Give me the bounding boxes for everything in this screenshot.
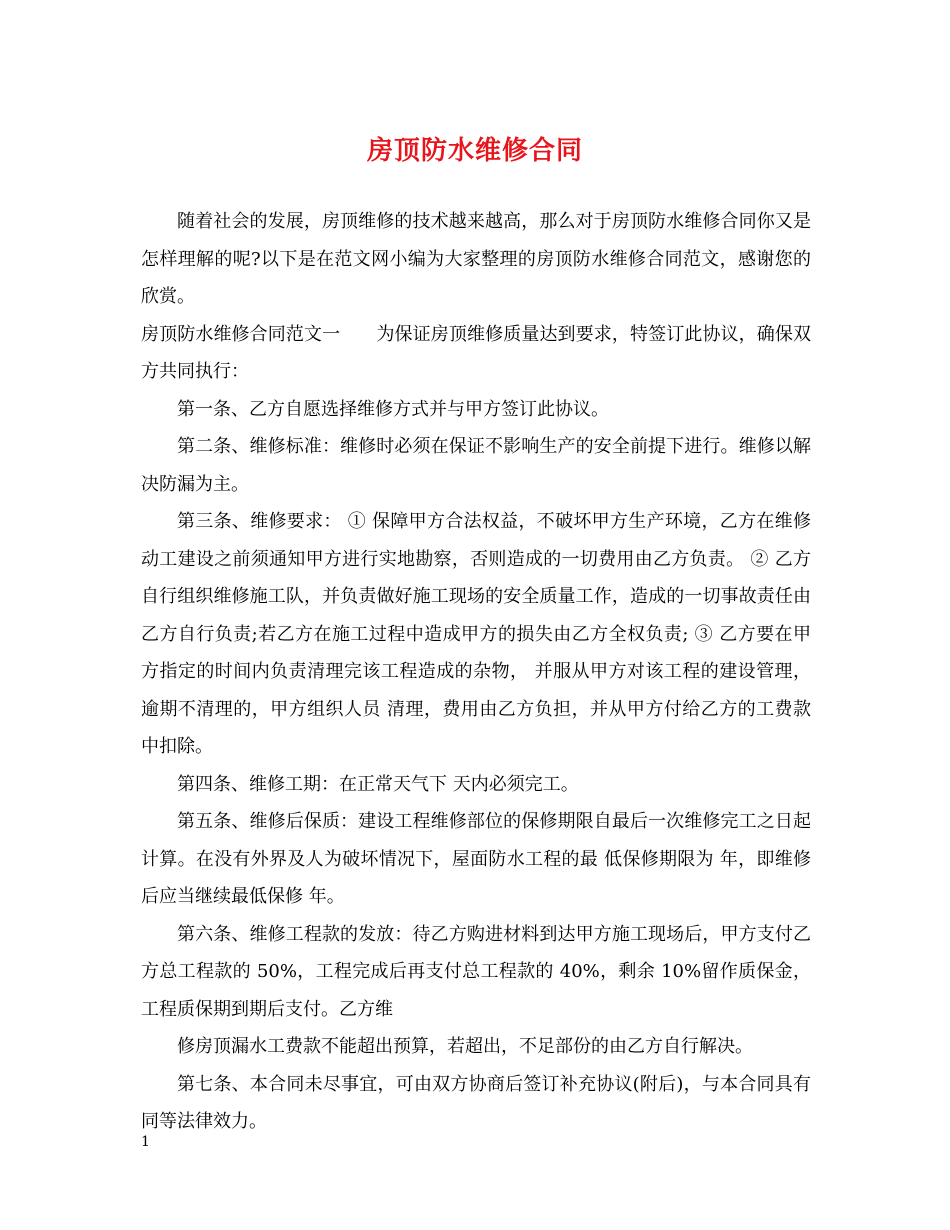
paragraph-sample-heading: 房顶防水维修合同范文一 为保证房顶维修质量达到要求，特签订此协议，确保双方共同执行：	[141, 323, 811, 382]
paragraph-article-6: 第六条、维修工程款的发放：待乙方购进材料到达甲方施工现场后，甲方支付乙方总工程款的 50%，工程完成后再支付总工程款的 40%，剩余 10%留作质保金，工程质保期到期后支付。乙方维	[141, 923, 811, 1020]
paragraph-intro: 随着社会的发展，房顶维修的技术越来越高，那么对于房顶防水维修合同你又是怎样理解的呢?以下是在范文网小编为大家整理的房顶防水维修合同范文，感谢您的欣赏。	[141, 211, 811, 307]
document-body	[141, 203, 811, 1141]
paragraph-article-1: 第一条、乙方自愿选择维修方式并与甲方签订此协议。	[177, 398, 609, 420]
page-number: 1	[141, 1134, 150, 1150]
paragraph-article-4: 第四条、维修工期：在正常天气下 天内必须完工。	[177, 773, 579, 795]
paragraph-article-2: 第二条、维修标准：维修时必须在保证不影响生产的安全前提下进行。维修以解决防漏为主。	[141, 436, 811, 495]
paragraph-article-3: 第三条、维修要求： ① 保障甲方合法权益，不破坏甲方生产环境，乙方在维修动工建设之前须通知甲方进行实地勘察，否则造成的一切费用由乙方负责。 ② 乙方自行组织维修施工队，并负责做好施工现场的安全质量工作，造成的一切事故责任由乙方自行负责;若乙方在施工过程中造成甲方的损失由乙方全权负责; ③ 乙方要在甲方指定的时间内负责清理完该工程造成的杂物， 并服从甲方对该工程的建设管理，逾期不清理的，甲方组织人员 清理，费用由乙方负担，并从甲方付给乙方的工费款中扣除。	[141, 511, 811, 757]
paragraph-article-7: 第七条、本合同未尽事宜，可由双方协商后签订补充协议(附后)，与本合同具有同等法律效力。	[141, 1073, 811, 1132]
paragraph-article-6-cont: 修房顶漏水工费款不能超出预算，若超出，不足部份的由乙方自行解决。	[177, 1036, 753, 1057]
paragraph-article-5: 第五条、维修后保质：建设工程维修部位的保修期限自最后一次维修完工之日起计算。在没有外界及人为破坏情况下，屋面防水工程的最 低保修期限为 年，即维修后应当继续最低保修 年。	[141, 811, 811, 907]
document-title: 房顶防水维修合同	[366, 136, 583, 166]
